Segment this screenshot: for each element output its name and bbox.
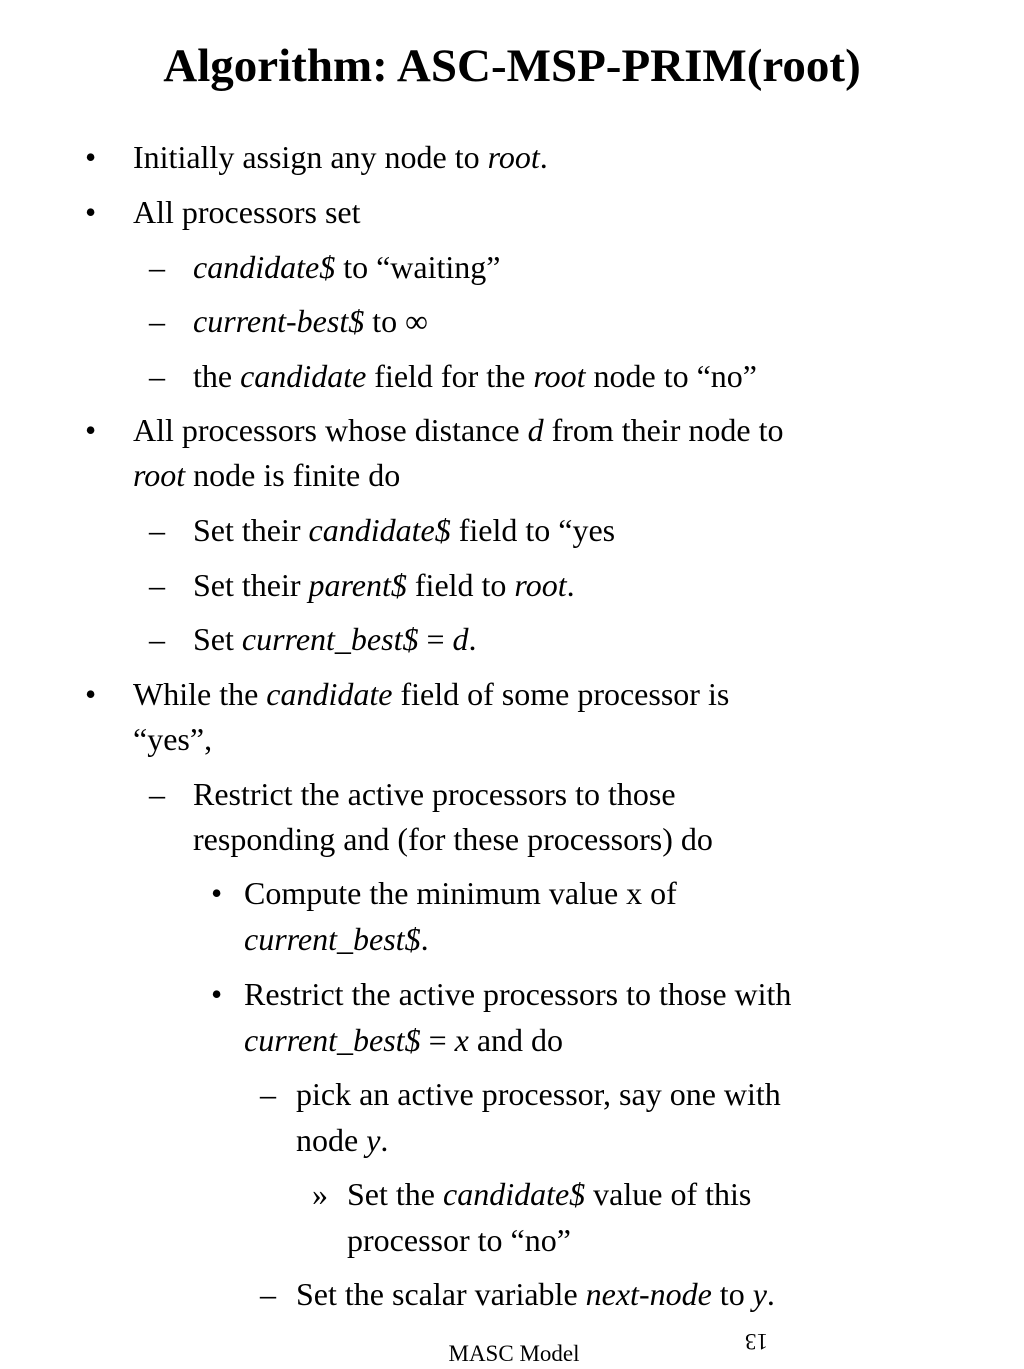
sub-item-set-parent-root: – Set their parent$ field to root.: [193, 562, 575, 608]
sub-item-set-candidate-yes: – Set their candidate$ field to “yes: [193, 507, 615, 553]
bullet-marker: •: [85, 194, 97, 230]
chevron-item-set-candidate-no: » Set the candidate$ value of this: [347, 1171, 751, 1217]
dash-marker: –: [149, 621, 165, 657]
dash-marker: –: [260, 1076, 276, 1112]
bullet-while-candidate-yes: • While the candidate field of some processor is: [133, 671, 729, 717]
sub-item-restrict-responding: – Restrict the active processors to those: [193, 771, 676, 817]
dash-marker: –: [149, 249, 165, 285]
bullet-marker: •: [211, 875, 223, 911]
dash-marker: –: [149, 567, 165, 603]
sub-item-restrict-responding-continued: responding and (for these processors) do: [193, 821, 713, 857]
chevron-item-set-candidate-no-continued: processor to “no”: [347, 1222, 571, 1258]
sub-bullet-compute-minimum-continued: current_best$.: [244, 921, 429, 957]
sub-bullet-compute-minimum: • Compute the minimum value x of: [244, 870, 677, 916]
bullet-finite-distance: • All processors whose distance d from their node to: [133, 407, 784, 453]
bullet-initially-assign: • Initially assign any node to root.: [133, 134, 548, 180]
dash-item-set-next-node: – Set the scalar variable next-node to y.: [296, 1271, 775, 1317]
dash-item-pick-active-processor: – pick an active processor, say one with: [296, 1071, 781, 1117]
sub-item-current-best-infinity: – current-best$ to ∞: [193, 298, 428, 344]
slide-footer: MASC Model: [448, 1341, 580, 1366]
dash-marker: –: [260, 1276, 276, 1312]
page-number: 13: [745, 1329, 768, 1354]
bullet-all-processors-set: • All processors set: [133, 189, 361, 235]
slide-title: Algorithm: ASC-MSP-PRIM(root): [163, 40, 861, 92]
dash-item-pick-active-processor-continued: node y.: [296, 1122, 389, 1158]
sub-item-set-current-best-d: – Set current_best$ = d.: [193, 616, 477, 662]
bullet-marker: •: [85, 676, 97, 712]
sub-item-candidate-waiting: – candidate$ to “waiting”: [193, 244, 500, 290]
sub-item-root-candidate-no: – the candidate field for the root node to “no”: [193, 353, 757, 399]
dash-marker: –: [149, 776, 165, 812]
chevron-marker: »: [312, 1176, 328, 1212]
bullet-marker: •: [85, 412, 97, 448]
dash-marker: –: [149, 358, 165, 394]
bullet-finite-distance-continued: root node is finite do: [133, 457, 401, 493]
bullet-marker: •: [85, 139, 97, 175]
sub-bullet-restrict-current-best-x: • Restrict the active processors to those with: [244, 971, 791, 1017]
dash-marker: –: [149, 512, 165, 548]
bullet-marker: •: [211, 976, 223, 1012]
bullet-while-continued: “yes”,: [133, 721, 213, 757]
dash-marker: –: [149, 303, 165, 339]
sub-bullet-restrict-current-best-x-continued: current_best$ = x and do: [244, 1022, 564, 1058]
